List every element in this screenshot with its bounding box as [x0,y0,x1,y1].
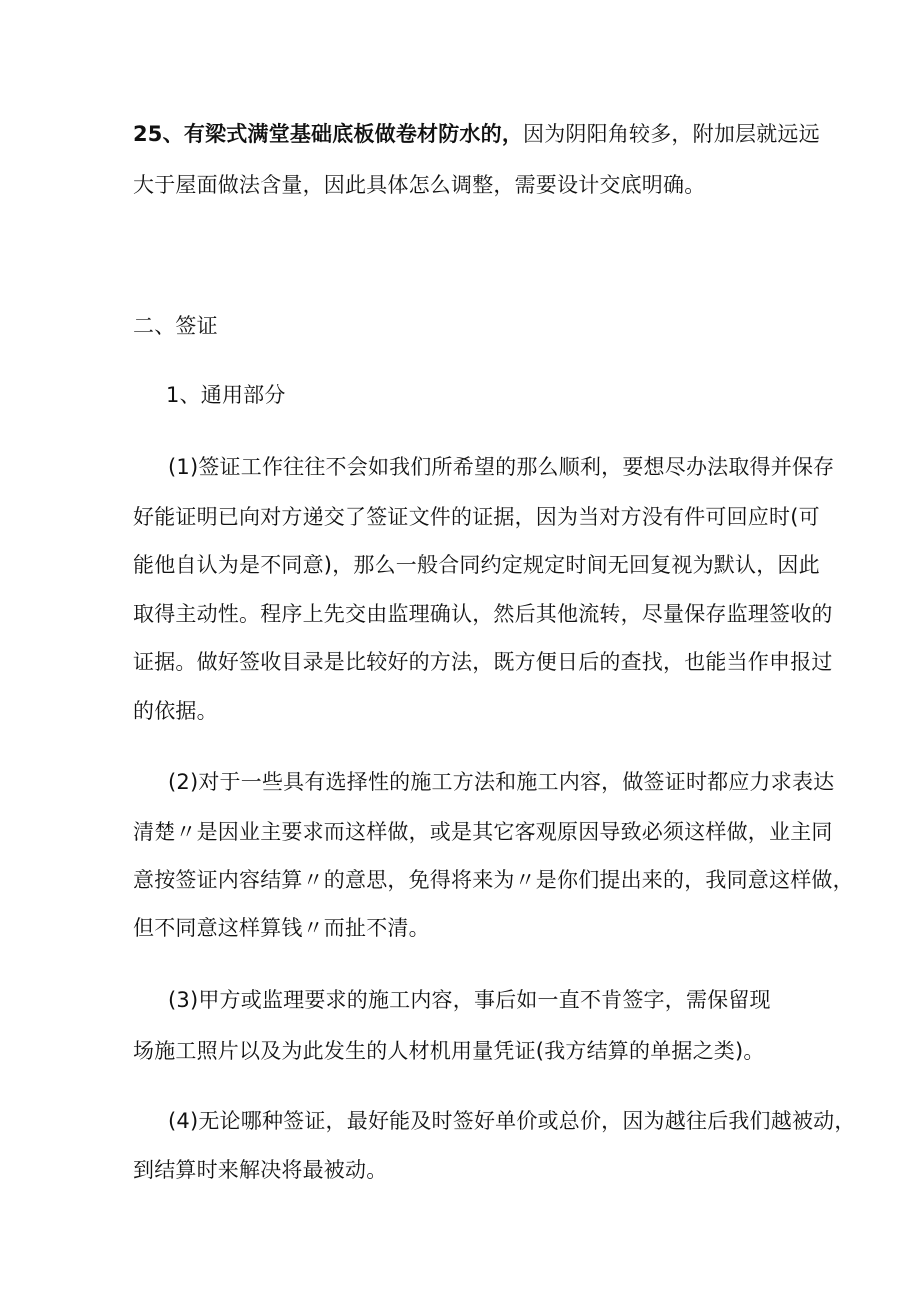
paragraph-line: 取得主动性。程序上先交由监理确认，然后其他流转，尽量保存监理签收的 [133,602,833,626]
paragraph-line: (4)无论哪种签证，最好能及时签好单价或总价，因为越往后我们越被动， [168,1109,856,1133]
paragraph-line: 证据。做好签收目录是比较好的方法，既方便日后的查找，也能当作申报过 [133,650,833,674]
item25-line1-rest: 因为阴阳角较多，附加层就远远 [523,122,820,146]
paragraph-line: 但不同意这样算钱〃而扯不清。 [133,916,430,940]
paragraph-line: 好能证明已向对方递交了签证文件的证据，因为当对方没有件可回应时(可 [133,505,820,529]
item25-bold-lead: 25、有梁式满堂基础底板做卷材防水的， [133,122,524,146]
section-title: 二、签证 [133,314,218,338]
item25-line2: 大于屋面做法含量，因此具体怎么调整，需要设计交底明确。 [133,173,706,197]
paragraph-line: 到结算时来解决将最被动。 [133,1158,388,1182]
paragraph-line: 意按签证内容结算〃的意思，免得将来为〃是你们提出来的，我同意这样做， [133,868,854,892]
paragraph-line: (1)签证工作往往不会如我们所希望的那么顺利，要想尽办法取得并保存 [168,455,835,479]
item25-line1 [133,120,820,148]
paragraph-line: (2)对于一些具有选择性的施工方法和施工内容，做签证时都应力求表达 [168,770,835,794]
paragraph-line: (3)甲方或监理要求的施工内容，事后如一直不肯签字，需保留现 [168,988,771,1012]
paragraph-line: 清楚〃是因业主要求而这样做，或是其它客观原因导致必须这样做，业主同 [133,820,833,844]
paragraph-line: 的依据。 [133,699,218,723]
paragraph-line: 场施工照片以及为此发生的人材机用量凭证(我方结算的单据之类)。 [133,1039,765,1063]
paragraph-line: 能他自认为是不同意)，那么一般合同约定规定时间无回复视为默认，因此 [133,553,820,577]
subsection-title: 1、通用部分 [166,383,286,407]
